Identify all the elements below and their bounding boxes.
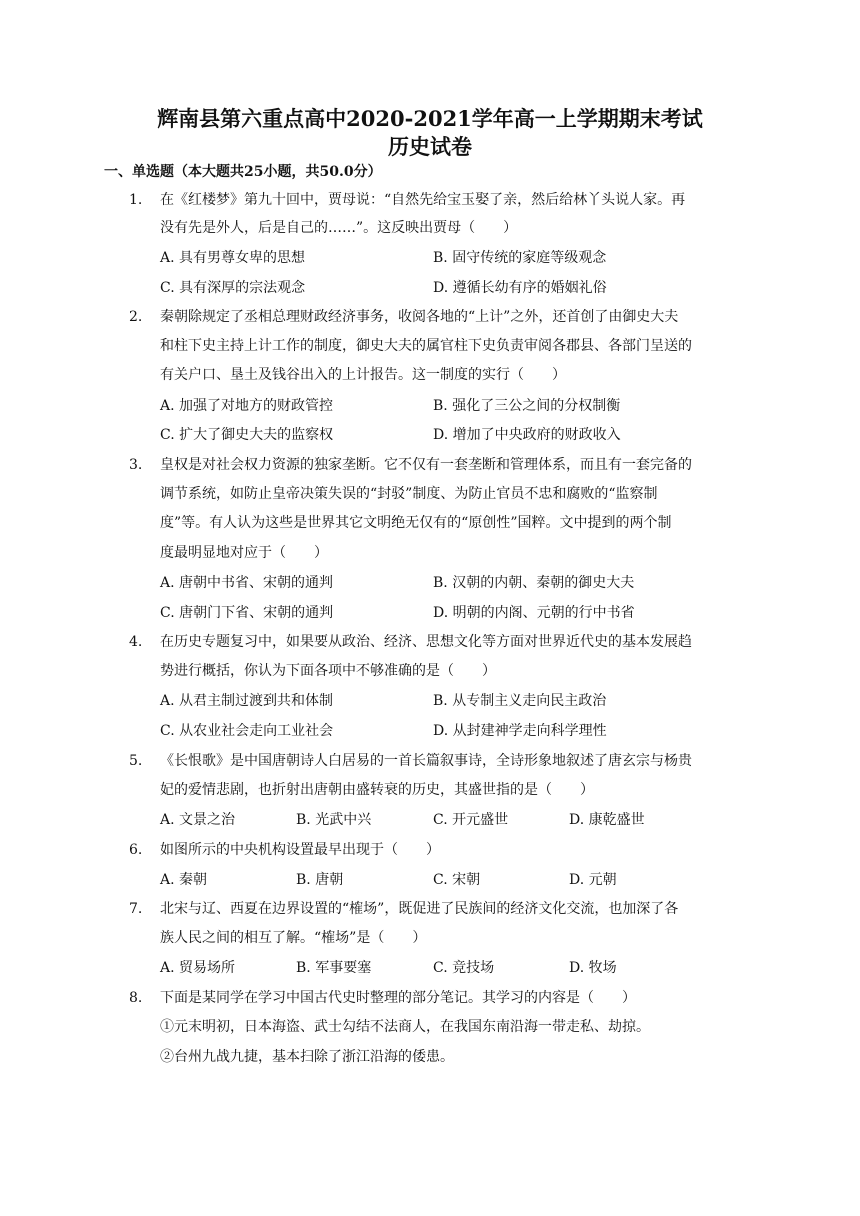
option-c: C. 宋朝 bbox=[433, 872, 481, 888]
option-c: C. 开元盛世 bbox=[433, 812, 509, 828]
option-c: C. 具有深厚的宗法观念 bbox=[160, 280, 306, 296]
question-text-line: 北宋与辽、西夏在边界设置的“榷场”，既促进了民族间的经济文化交流，也加深了各 bbox=[160, 901, 679, 917]
question-number: 6. bbox=[129, 842, 143, 858]
option-c: C. 扩大了御史大夫的监察权 bbox=[160, 427, 334, 443]
note-line: ①元末明初，日本海盗、武士勾结不法商人，在我国东南沿海一带走私、劫掠。 bbox=[160, 1019, 650, 1035]
option-d: D. 康乾盛世 bbox=[569, 812, 645, 828]
question-text-line: 调节系统，如防止皇帝决策失误的“封驳”制度、为防止官员不忠和腐败的“监察制 bbox=[160, 486, 658, 502]
option-b: B. 汉朝的内朝、秦朝的御史大夫 bbox=[433, 575, 635, 591]
option-b: B. 军事要塞 bbox=[296, 960, 372, 976]
option-a: A. 文景之治 bbox=[160, 812, 236, 828]
option-d: D. 元朝 bbox=[569, 872, 617, 888]
question-number: 1. bbox=[129, 192, 143, 208]
question-text-line: 族人民之间的相互了解。“榷场”是（ ） bbox=[160, 930, 427, 946]
option-d: D. 牧场 bbox=[569, 960, 617, 976]
note-line: ②台州九战九捷，基本扫除了浙江沿海的倭患。 bbox=[160, 1049, 454, 1065]
exam-subtitle: 历史试卷 bbox=[388, 134, 472, 159]
question-number: 3. bbox=[129, 457, 143, 473]
question-text-line: 在《红楼梦》第九十回中，贾母说：“自然先给宝玉娶了亲，然后给林丫头说人家。再 bbox=[160, 192, 686, 208]
question-number: 2. bbox=[129, 309, 143, 325]
option-a: A. 贸易场所 bbox=[160, 960, 236, 976]
question-number: 4. bbox=[129, 634, 143, 650]
question-text-line: 如图所示的中央机构设置最早出现于（ ） bbox=[160, 842, 440, 858]
question-text-line: 皇权是对社会权力资源的独家垄断。它不仅有一套垄断和管理体系，而且有一套完备的 bbox=[160, 457, 692, 473]
question-number: 8. bbox=[129, 990, 143, 1006]
option-a: A. 从君主制过渡到共和体制 bbox=[160, 693, 334, 709]
option-a: A. 具有男尊女卑的思想 bbox=[160, 250, 306, 266]
option-a: A. 唐朝中书省、宋朝的通判 bbox=[160, 575, 334, 591]
option-b: B. 光武中兴 bbox=[296, 812, 372, 828]
option-d: D. 遵循长幼有序的婚姻礼俗 bbox=[433, 280, 607, 296]
question-text-line: 势进行概括，你认为下面各项中不够准确的是（ ） bbox=[160, 663, 496, 679]
option-b: B. 固守传统的家庭等级观念 bbox=[433, 250, 607, 266]
option-b: B. 强化了三公之间的分权制衡 bbox=[433, 398, 621, 414]
question-number: 5. bbox=[129, 753, 143, 769]
option-d: D. 从封建神学走向科学理性 bbox=[433, 723, 607, 739]
option-d: D. 增加了中央政府的财政收入 bbox=[433, 427, 621, 443]
option-b: B. 唐朝 bbox=[296, 872, 344, 888]
option-c: C. 唐朝门下省、宋朝的通判 bbox=[160, 605, 334, 621]
question-text-line: 在历史专题复习中，如果要从政治、经济、思想文化等方面对世界近代史的基本发展趋 bbox=[160, 634, 692, 650]
question-text-line: 没有先是外人，后是自己的……”。这反映出贾母（ ） bbox=[160, 220, 518, 236]
option-c: C. 从农业社会走向工业社会 bbox=[160, 723, 334, 739]
question-text-line: 下面是某同学在学习中国古代史时整理的部分笔记。其学习的内容是（ ） bbox=[160, 990, 636, 1006]
option-b: B. 从专制主义走向民主政治 bbox=[433, 693, 607, 709]
option-c: C. 竞技场 bbox=[433, 960, 495, 976]
section-heading: 一、单选题（本大题共25小题，共50.0分） bbox=[104, 164, 382, 180]
question-text-line: 《长恨歌》是中国唐朝诗人白居易的一首长篇叙事诗，全诗形象地叙述了唐玄宗与杨贵 bbox=[160, 753, 692, 769]
question-number: 7. bbox=[129, 901, 143, 917]
exam-title: 辉南县第六重点高中2020-2021学年高一上学期期末考试 bbox=[157, 106, 703, 131]
question-text-line: 妃的爱情悲剧，也折射出唐朝由盛转衰的历史，其盛世指的是（ ） bbox=[160, 782, 594, 798]
question-text-line: 和柱下史主持上计工作的制度，御史大夫的属官柱下史负责审阅各郡县、各部门呈送的 bbox=[160, 338, 692, 354]
question-text-line: 度”等。有人认为这些是世界其它文明绝无仅有的“原创性”国粹。文中提到的两个制 bbox=[160, 515, 672, 531]
question-text-line: 有关户口、垦土及钱谷出入的上计报告。这一制度的实行（ ） bbox=[160, 367, 566, 383]
option-a: A. 秦朝 bbox=[160, 872, 208, 888]
option-d: D. 明朝的内阁、元朝的行中书省 bbox=[433, 605, 635, 621]
option-a: A. 加强了对地方的财政管控 bbox=[160, 398, 334, 414]
question-text-line: 秦朝除规定了丞相总理财政经济事务，收阅各地的“上计”之外，还首创了由御史大夫 bbox=[160, 309, 679, 325]
question-text-line: 度最明显地对应于（ ） bbox=[160, 545, 328, 561]
